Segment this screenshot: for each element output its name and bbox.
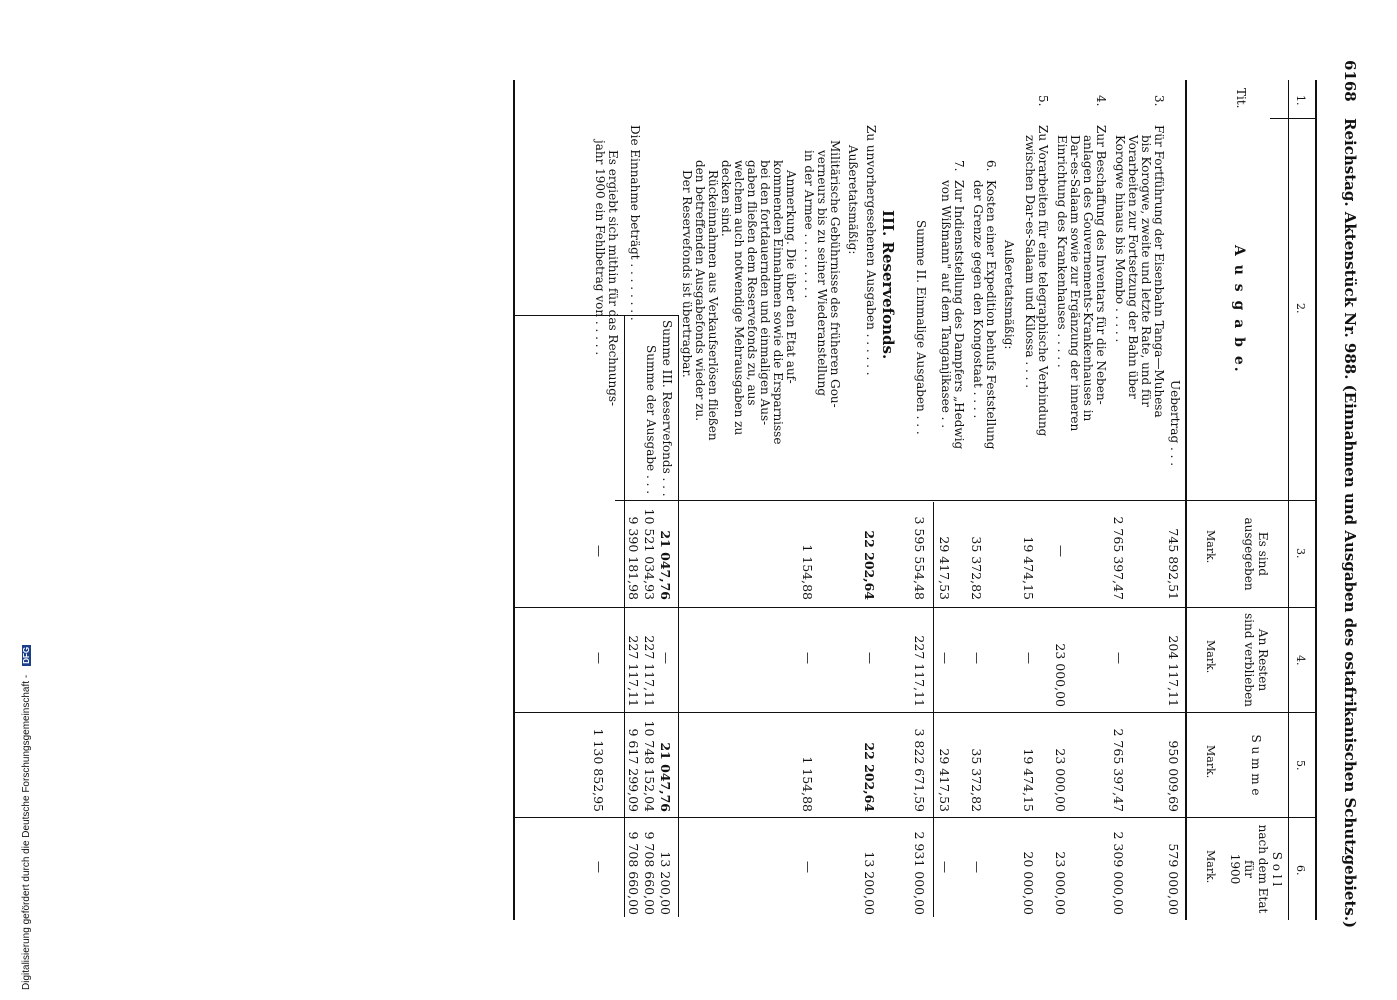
vline-c5 [515, 712, 1315, 713]
unvorher-label: Zu unvorhergesehenen Ausgaben . . . . . . [864, 125, 878, 376]
milit-c4: — [801, 652, 815, 664]
einnahme-c5: 9 617 299,09 [626, 728, 641, 812]
milit-line3: in der Armee . . . . . . . . . [802, 150, 816, 299]
summe2-c5: 3 822 671,59 [912, 728, 927, 812]
unvorher-c4: — [863, 652, 877, 664]
row6-c6: — [970, 861, 984, 873]
col-header-5: S u m m e [1249, 734, 1263, 796]
row6-tit: 6. [984, 160, 998, 172]
footer-note [14, 0, 32, 1000]
row5-c5: 19 474,15 [1021, 748, 1036, 812]
section3-heading: III. Reservefonds. [879, 210, 897, 360]
uebertrag-c3: 745 892,51 [1166, 528, 1181, 600]
col-header-tit: Tit. [1234, 88, 1248, 109]
row5-tit: 5. [1036, 95, 1050, 107]
row7-c6: — [938, 861, 952, 873]
unit-mark-5: Mark. [1204, 745, 1217, 779]
unvorher-c3: 22 202,64 [862, 530, 877, 600]
row3-c6: 2 309 000,00 [1111, 831, 1126, 915]
page-number: 6168 [1341, 60, 1359, 102]
col-header-ausgabe: A u s g a b e. [1231, 245, 1247, 374]
colnum-4: 4. [1294, 655, 1307, 666]
row3-c4: — [1112, 652, 1126, 664]
col-header-3-l2: ausgegeben [1242, 517, 1256, 591]
summe3-c5: 21 047,76 [658, 742, 673, 812]
row3-c5: 2 765 397,47 [1111, 728, 1126, 812]
row6-c5: 35 372,82 [969, 748, 984, 812]
summe-ausgabe-label: Summe der Ausgabe . . . [644, 345, 658, 495]
row3-line4: Korogwe hinaus bis Mombo . . . . . [1113, 135, 1127, 343]
einnahme-c6: 9 708 660,00 [626, 831, 641, 915]
row5-line1: Zu Vorarbeiten für eine telegraphische Verbindung [1036, 125, 1050, 437]
row5-line2: zwischen Dar-es-Salaam und Kilossa . . . . [1023, 135, 1037, 389]
anmerkung-line9: Der Reservefonds ist übertragbar. [680, 170, 694, 378]
row4-c4: 23 000,00 [1053, 643, 1068, 707]
unvorher-c5: 22 202,64 [862, 742, 877, 812]
einnahme-c4: 227 117,11 [626, 635, 641, 707]
summe3-c3: 21 047,76 [658, 530, 673, 600]
row4-line3: Dar-es-Salaam sowie zur Ergänzung der inneren [1068, 135, 1082, 432]
dfg-logo: DFG [22, 646, 31, 664]
row3-line3: Vorarbeiten zur Fortsetzung der Bahn über [1126, 135, 1140, 399]
row3-tit: 3. [1152, 95, 1166, 107]
colnum-2: 2. [1294, 303, 1307, 314]
milit-line2: verneurs bis zu seiner Wiederanstellung [815, 150, 829, 397]
summe-ausgabe-c5: 10 748 152,04 [642, 720, 657, 812]
row4-line4: Einrichtung des Krankenhauses . . . . . [1055, 135, 1069, 368]
colnum-5: 5. [1294, 760, 1307, 771]
row4-line2: anlagen des Gouvernements-Krankenhauses in [1081, 135, 1095, 422]
col-header-6-l1: S o l l [1270, 851, 1284, 887]
row6-c3: 35 372,82 [969, 536, 984, 600]
row7-line2: von Wißmann" auf dem Tanganjikasee . . [939, 180, 953, 429]
summe-ausgabe-c4: 227 117,11 [642, 635, 657, 707]
row4-c5: 23 000,00 [1053, 748, 1068, 812]
col-header-3-l1: Es sind [1256, 531, 1270, 577]
unvorher-c6: 13 200,00 [862, 851, 877, 915]
rule-top [1315, 80, 1317, 920]
summe2-c4: 227 117,11 [912, 635, 927, 707]
row6-c4: — [970, 652, 984, 664]
fehl-c4: — [592, 652, 606, 664]
milit-c6: — [801, 861, 815, 873]
anmerkung-line3: bei den fortdauernden und einmaligen Aus- [758, 160, 772, 426]
colnum-3: 3. [1294, 548, 1307, 559]
fehl-c5: 1 130 852,95 [591, 728, 606, 812]
row6-line1: Kosten einer Expedition behufs Feststellung [984, 180, 998, 450]
uebertrag-c4: 204 117,11 [1166, 635, 1181, 707]
row4-line1: Zur Beschaffung des Inventars für die Neben- [1094, 125, 1108, 405]
row7-line1: Zur Indienststellung des Dampfers „Hedwig [952, 180, 966, 450]
anmerkung-line2: kommenden Einnahmen sowie die Ersparnisse [771, 160, 785, 445]
rule-bottom [513, 80, 515, 920]
uebertrag-c6: 579 000,00 [1166, 843, 1181, 915]
rule-einnahme [624, 315, 625, 917]
fehl-line1: Es ergiebt sich mithin für das Rechnungs- [606, 150, 620, 407]
summe-ausgabe-c6: 9 708 660,00 [642, 831, 657, 915]
row4-tit: 4. [1094, 95, 1108, 107]
anmerkung-line5: welchem auch notwendige Mehrausgaben zu [732, 160, 746, 436]
milit-line1: Militärische Gebührnisse des früheren Gou- [828, 140, 842, 408]
row5-c4: — [1022, 652, 1036, 664]
summe2-label: Summe II. Einmalige Ausgaben . . . [914, 220, 928, 435]
row7-c4: — [938, 652, 952, 664]
row5-c3: 19 474,15 [1021, 536, 1036, 600]
fehl-c6: — [592, 861, 606, 873]
unit-mark-4: Mark. [1204, 640, 1217, 674]
summe-ausgabe-c3: 10 521 034,93 [642, 508, 657, 600]
row6-line2: der Grenze gegen den Kongostaat . . . . [971, 180, 985, 419]
fehl-c3: — [592, 545, 606, 557]
summe2-c3: 3 595 554,48 [912, 516, 927, 600]
vline-c6 [515, 817, 1315, 818]
vline-tit-head [1270, 118, 1315, 119]
summe3-c4: — [659, 652, 673, 664]
col-header-4-l1: An Resten [1256, 628, 1270, 692]
anmerkung-line7: Rückeinnahmen aus Verkaufserlösen fließen [706, 170, 720, 441]
colnum-1: 1. [1294, 95, 1307, 106]
unit-mark-3: Mark. [1204, 530, 1217, 564]
row7-tit: 7. [952, 160, 966, 172]
vline-c4 [515, 607, 1315, 608]
row3-line1: Für Fortführung der Eisenbahn Tanga—Muhesa [1152, 125, 1166, 418]
row3-c3: 2 765 397,47 [1111, 516, 1126, 600]
ausseretat-heading-1: Außeretatsmäßig: [1002, 240, 1016, 350]
anmerkung-line4: gaben fließen dem Reservefonds zu, aus [745, 160, 759, 406]
col-header-6-l2: nach dem Etat [1256, 824, 1270, 914]
anmerkung-line8: den betreffenden Ausgabefonds wieder zu. [693, 160, 707, 422]
ausseretat-heading-2: Außeretatsmäßig: [846, 145, 860, 255]
footer-text: Digitalisierung gefördert durch die Deutsche Forschungsgemeinschaft - [21, 674, 32, 990]
row7-c5: 29 417,53 [937, 748, 952, 812]
row4-c6: 23 000,00 [1053, 851, 1068, 915]
row5-c6: 20 000,00 [1021, 851, 1036, 915]
row3-line2: bis Korogwe, zweite und letzte Rate, und für [1139, 135, 1153, 407]
milit-c3: 1 154,88 [800, 544, 815, 600]
anmerkung-line1: Anmerkung. Die über den Etat auf- [784, 170, 798, 384]
summe3-label: Summe III. Reservefonds . . . [660, 320, 674, 497]
col-header-4-l2: sind verblieben [1242, 613, 1256, 707]
summe3-c6: 13 200,00 [658, 851, 673, 915]
anmerkung-line6: decken sind. [719, 160, 733, 237]
uebertrag-c5: 950 009,69 [1166, 740, 1181, 812]
einnahme-c3: 9 390 181,98 [626, 516, 641, 600]
colnum-6: 6. [1294, 865, 1307, 876]
vline-c3 [615, 500, 1315, 501]
row4-c3: — [1054, 545, 1068, 557]
summe2-c6: 2 931 000,00 [912, 831, 927, 915]
milit-c5: 1 154,88 [800, 756, 815, 812]
einnahme-label: Die Einnahme beträgt . . . . . . . . [628, 125, 642, 321]
page-header-title: Reichstag. Aktenstück Nr. 988. (Einnahmen und Ausgaben des ostafrikanischen Schutzgebiets.) [1341, 118, 1359, 929]
row7-c3: 29 417,53 [937, 536, 952, 600]
unit-mark-6: Mark. [1204, 850, 1217, 884]
col-header-6-l4: 1900 [1228, 853, 1242, 885]
col-header-6-l3: für [1242, 860, 1256, 878]
rule-subtotal-2 [933, 502, 934, 917]
uebertrag-label: Uebertrag . . . [1168, 380, 1182, 467]
rule-subtotal-3 [678, 315, 679, 917]
fehl-line2: jahr 1900 ein Fehlbetrag von . . . . . [593, 140, 607, 356]
